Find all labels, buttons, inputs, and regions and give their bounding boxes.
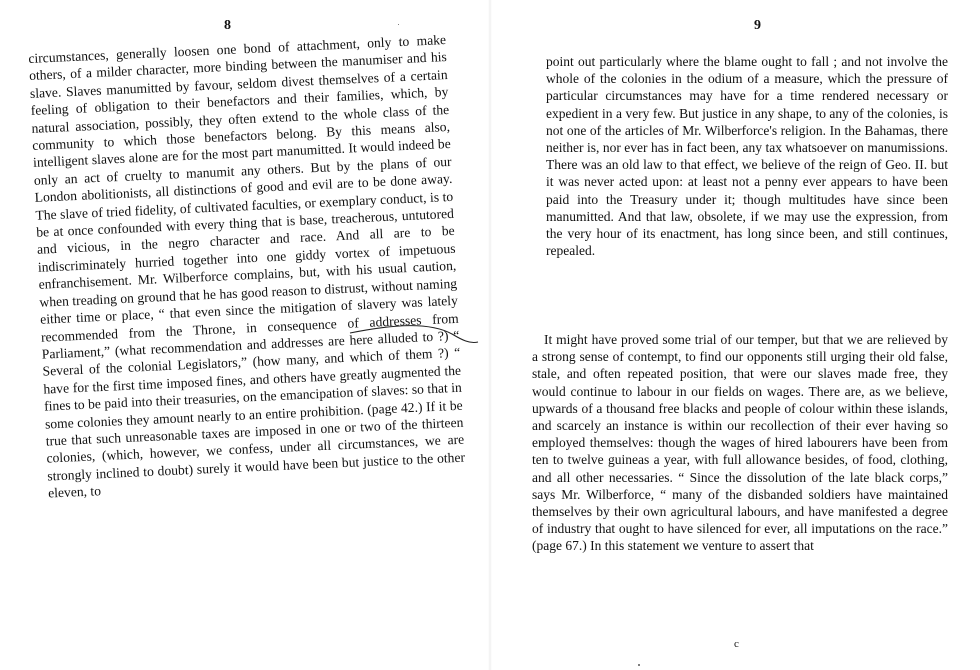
right-page-paragraph-2: It might have proved some trial of our temper, but that we are relieved by a strong sense of contempt, to find our opponents still urging their old false, stale, and often repeated position, that were our slaves made free, they would continue to labour in our fields on wages. There are, as we believe, upwards of a thousand free blacks and people of colour within these islands, and scarcely an instance is within our recollection of their ever having so employed themselves: though the wages of hired labourers have been from ten to twelve guineas a year, with full allowance besides, of food, clothing, and all other necessaries. “ Since the dissolution of the late black corps,” says Mr. Wilberforce, “ many of the disbanded soldiers have maintained themselves by their own agricultural labours, and have manifested a degree of industry that ought to have silenced for ever, all imputations on the race.” (page 67.) In this statement we venture to assert that [532, 332, 948, 554]
left-page-number: 8 [224, 18, 231, 33]
right-page-number: 9 [754, 18, 761, 33]
signature-mark: c [734, 638, 739, 650]
ink-speck [398, 24, 399, 25]
right-page-paragraph-1: point out particularly where the blame ought to fall ; and not involve the whole of the colonies in the odium of a measure, which the pressure of particular circumstances may have for a time rendered necessary or expedient in a very few. But justice in any shape, to any of the colonies, is not one of the articles of Mr. Wilberforce's religion. In the Bahamas, there neither is, nor ever has in fact been, any tax whatsoever on manumissions. There was an old law to that effect, we believe of the reign of Geo. II. but it was never acted upon: at least not a penny ever appears to have been paid into the Treasury under it; though multitudes have since been manumitted. And that law, obsolete, if we may use the expression, from the very hour of its enactment, has long since been, and still continues, repealed. [546, 54, 948, 259]
left-page-body-text: circumstances, generally loosen one bond of attachment, only to make others, of a milder character, more binding between the manumiser and his slave. Slaves manumitted by favour, seldom divest themselves of a certain feeling of obligation to their benefactors and their families, which, by natural association, possibly, they often extend to the whole class of the community to which those benefactors belong. By this means also, intelligent slaves alone are for the most part manumitted. It would indeed be only an act of cruelty to manumit any others. But by the plans of our London abolitionists, all distinctions of good and evil are to be done away. The slave of tried fidelity, of cultivated faculties, or exemplary conduct, is to be at once confounded with every thing that is base, treacherous, untutored and vicious, in the negro character and race. And all are to be indiscriminately hurried together into one giddy vortex of impetuous enfranchisement. Mr. Wilberforce complains, but, with his usual caution, when treading on ground that he has good reason to distrust, without naming either time or place, “ that even since the mitigation of slavery was lately recommended from the Throne, in consequence of addresses from Parliament,” (what recommendation and addresses are here alluded to ?) “ Several of the colonial Legislators,” (how many, and which of them ?) “ have for the first time imposed fines, and others have greatly augmented the fines to be paid into their treasuries, on the emancipation of slaves: so that in some colonies they amount nearly to an entire prohibition. (page 42.) If it be true that such unreasonable taxes are imposed in one or two of the thirteen colonies, (which, however, we confess, under all circumstances, we are strongly inclined to doubt) surely it would have been but justice to the other eleven, to [28, 32, 466, 501]
ink-speck [638, 664, 640, 666]
right-page [490, 0, 980, 670]
